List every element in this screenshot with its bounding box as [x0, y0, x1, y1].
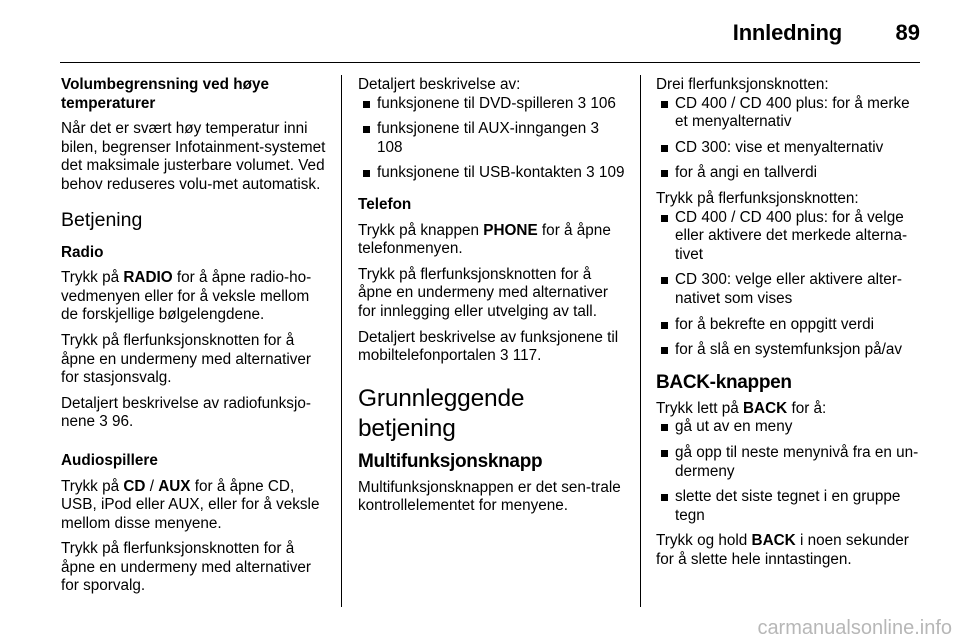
radio-key: RADIO — [123, 269, 173, 287]
drei-intro: Drei flerfunksjonsknotten: — [656, 76, 829, 93]
radio-paragraph-3: Detaljert beskrivelse av radiofunksjo-nene 3 96. — [61, 394, 311, 431]
audio-paragraph-1: Trykk på CD / AUX for å åpne CD, USB, iPod eller AUX, eller for å veksle mellom disse menyene. — [61, 477, 320, 532]
header-rule — [60, 62, 920, 63]
trykk-list — [656, 209, 926, 360]
list-item: CD 400 / CD 400 plus: for å velge eller aktivere det merkede alterna-tivet — [656, 209, 926, 265]
multifunksjon-text: Multifunksjonsknappen er det sen-trale kontrollelementet for menyene. — [358, 478, 621, 515]
audio-heading: Audiospillere — [61, 451, 158, 469]
list-item: funksjonene til DVD-spilleren 3 106 — [358, 95, 628, 114]
back-paragraph-2: Trykk og hold BACK i noen sekunder for å slette hele inntastingen. — [656, 532, 909, 568]
column-3 — [656, 76, 926, 576]
column-divider-1 — [341, 75, 342, 607]
list-item: CD 300: vise et menyalternativ — [656, 139, 926, 158]
back-key: BACK — [751, 532, 796, 550]
radio-paragraph-1: Trykk på RADIO for å åpne radio-ho-vedmenyen eller for å veksle mellom de forskjellige bølgelengdene. — [61, 269, 312, 324]
audio-paragraph-2: Trykk på flerfunksjonsknotten for å åpne en undermeny med alternativer for sporvalg. — [61, 540, 312, 595]
multifunksjon-heading: Multifunksjonsknapp — [358, 450, 543, 472]
back-key: BACK — [743, 399, 788, 417]
back-paragraph-1: Trykk lett på BACK for å: — [656, 399, 827, 417]
page-number: 89 — [895, 20, 920, 45]
volume-limit-text: Når det er svært høy temperatur inni bilen, begrenser Infotainment-systemet det maksimale justerbare volumet. Ved behov reduseres volu-met automatisk. — [61, 120, 326, 193]
aux-key: AUX — [158, 477, 191, 495]
phone-key: PHONE — [483, 221, 538, 239]
back-list — [656, 418, 926, 525]
column-2 — [358, 76, 628, 523]
betjening-heading: Betjening — [61, 208, 143, 231]
list-item: CD 300: velge eller aktivere alter-nativet som vises — [656, 271, 926, 308]
telefon-paragraph-3: Detaljert beskrivelse av funksjonene til mobiltelefonportalen 3 117. — [358, 328, 619, 365]
page-title: Innledning — [732, 20, 842, 45]
list-item: for å bekrefte en oppgitt verdi — [656, 316, 926, 335]
watermark[interactable]: carmanualsonline.info — [757, 617, 952, 639]
telefon-paragraph-1: Trykk på knappen PHONE for å åpne telefonmenyen. — [358, 221, 611, 258]
list-item: slette det siste tegnet i en gruppe tegn — [656, 488, 926, 525]
list-item: gå opp til neste menynivå fra en un-dermeny — [656, 444, 926, 481]
radio-paragraph-2: Trykk på flerfunksjonsknotten for å åpne en undermeny med alternativer for stasjonsvalg. — [61, 331, 312, 387]
column-1 — [61, 76, 329, 603]
list-item: for å angi en tallverdi — [656, 164, 926, 183]
list-item: funksjonene til USB-kontakten 3 109 — [358, 164, 628, 183]
cd-key: CD — [123, 477, 146, 495]
grunnleggende-heading: Grunnleggende betjening — [358, 384, 525, 442]
list-item: gå ut av en meny — [656, 418, 926, 437]
back-heading: BACK-knappen — [656, 371, 792, 393]
detail-intro: Detaljert beskrivelse av: — [358, 76, 521, 93]
detail-list — [358, 95, 628, 183]
column-divider-2 — [640, 75, 641, 607]
telefon-paragraph-2: Trykk på flerfunksjonsknotten for å åpne en undermeny med alternativer for innlegging eller utvelging av tall. — [358, 265, 609, 320]
radio-heading: Radio — [61, 243, 104, 261]
trykk-intro: Trykk på flerfunksjonsknotten: — [656, 189, 859, 207]
volume-limit-heading: Volumbegrensning ved høye temperaturer — [61, 76, 269, 112]
page-header — [0, 0, 960, 62]
list-item: for å slå en systemfunksjon på/av — [656, 341, 926, 360]
telefon-heading: Telefon — [358, 195, 412, 213]
list-item: CD 400 / CD 400 plus: for å merke et menyalternativ — [656, 95, 926, 132]
drei-list — [656, 95, 926, 183]
list-item: funksjonene til AUX-inngangen 3 108 — [358, 120, 628, 157]
